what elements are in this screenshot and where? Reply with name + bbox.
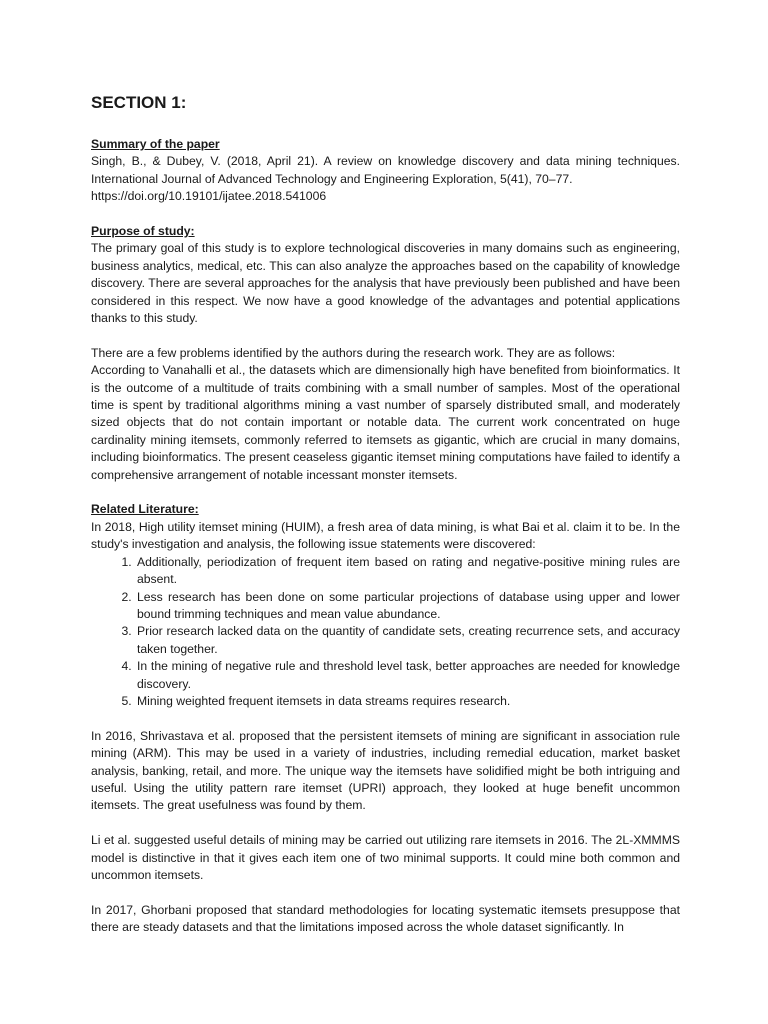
list-item: 3. Prior research lacked data on the quantity of candidate sets, creating recurrence sets, and accuracy taken together. <box>135 623 680 658</box>
literature-heading: Related Literature: <box>91 502 199 517</box>
problems-block <box>91 345 680 484</box>
list-item: 1. Additionally, periodization of frequent item based on rating and negative-positive mining rules are absent. <box>135 554 680 589</box>
shrivastava-paragraph: In 2016, Shrivastava et al. proposed that the persistent itemsets of mining are significant in association rule mining (ARM). This may be used in a variety of industries, including remedial education, market basket analysis, banking, retail, and more. The unique way the itemsets have solidified might be both intriguing and useful. Using the utility pattern rare itemset (UPRI) approach, they looked at huge benefit uncommon itemsets. The great usefulness was found by them. <box>91 728 680 813</box>
literature-intro: In 2018, High utility itemset mining (HUIM), a fresh area of data mining, is what Bai et al. claim it to be. In the study's investigation and analysis, the following issue statements were discovered: <box>91 519 680 552</box>
ghorbani-block <box>91 902 680 937</box>
purpose-paragraph: The primary goal of this study is to explore technological discoveries in many domains such as engineering, business analytics, medical, etc. This can also analyze the approaches based on the capability of knowledge discovery. There are several approaches for the analysis that have previously been published and have been considered in this respect. We now have a good knowledge of the advantages and potential applications thanks to this study. <box>91 241 680 326</box>
list-item: 2. Less research has been done on some particular projections of database using upper and lower bound trimming techniques and mean value abundance. <box>135 589 680 624</box>
citation-text: Singh, B., & Dubey, V. (2018, April 21). A review on knowledge discovery and data mining techniques. International Journal of Advanced Technology and Engineering Exploration, 5(41), 70–77. <box>91 154 680 186</box>
section-title: SECTION 1: <box>91 93 187 112</box>
purpose-block <box>91 223 680 327</box>
problems-intro: There are a few problems identified by the authors during the research work. They are as follows: <box>91 345 616 360</box>
issue-list <box>91 554 680 711</box>
li-block <box>91 832 680 884</box>
doi-link[interactable]: https://doi.org/10.19101/ijatee.2018.541006 <box>91 189 327 204</box>
shrivastava-block <box>91 728 680 815</box>
ghorbani-paragraph: In 2017, Ghorbani proposed that standard methodologies for locating systematic itemsets presuppose that there are steady datasets and that the limitations imposed across the whole dataset significantly. In <box>91 902 680 935</box>
literature-block <box>91 501 680 710</box>
problems-paragraph: According to Vanahalli et al., the datasets which are dimensionally high have benefited from bioinformatics. It is the outcome of a multitude of traits combining with a small number of samples. Most of the operational time is spent by traditional algorithms mining a vast number of sparsely distributed small, and moderately sized objects that do not contain important or notable data. The current work concentrated on huge cardinality mining itemsets, commonly referred to itemsets as gigantic, which are crucial in many domains, including bioinformatics. The present ceaseless gigantic itemset mining computations have failed to identify a comprehensive arrangement of notable incessant monster itemsets. <box>91 363 680 482</box>
list-item: 4. In the mining of negative rule and threshold level task, better approaches are needed for knowledge discovery. <box>135 658 680 693</box>
list-item: 5. Mining weighted frequent itemsets in data streams requires research. <box>135 693 680 710</box>
purpose-heading: Purpose of study: <box>91 224 195 239</box>
summary-heading: Summary of the paper <box>91 137 220 151</box>
li-paragraph: Li et al. suggested useful details of mining may be carried out utilizing rare itemsets in 2016. The 2L-XMMMS model is distinctive in that it gives each item one of two minimal supports. It could mine both common and uncommon itemsets. <box>91 833 680 882</box>
summary-block <box>91 136 680 206</box>
